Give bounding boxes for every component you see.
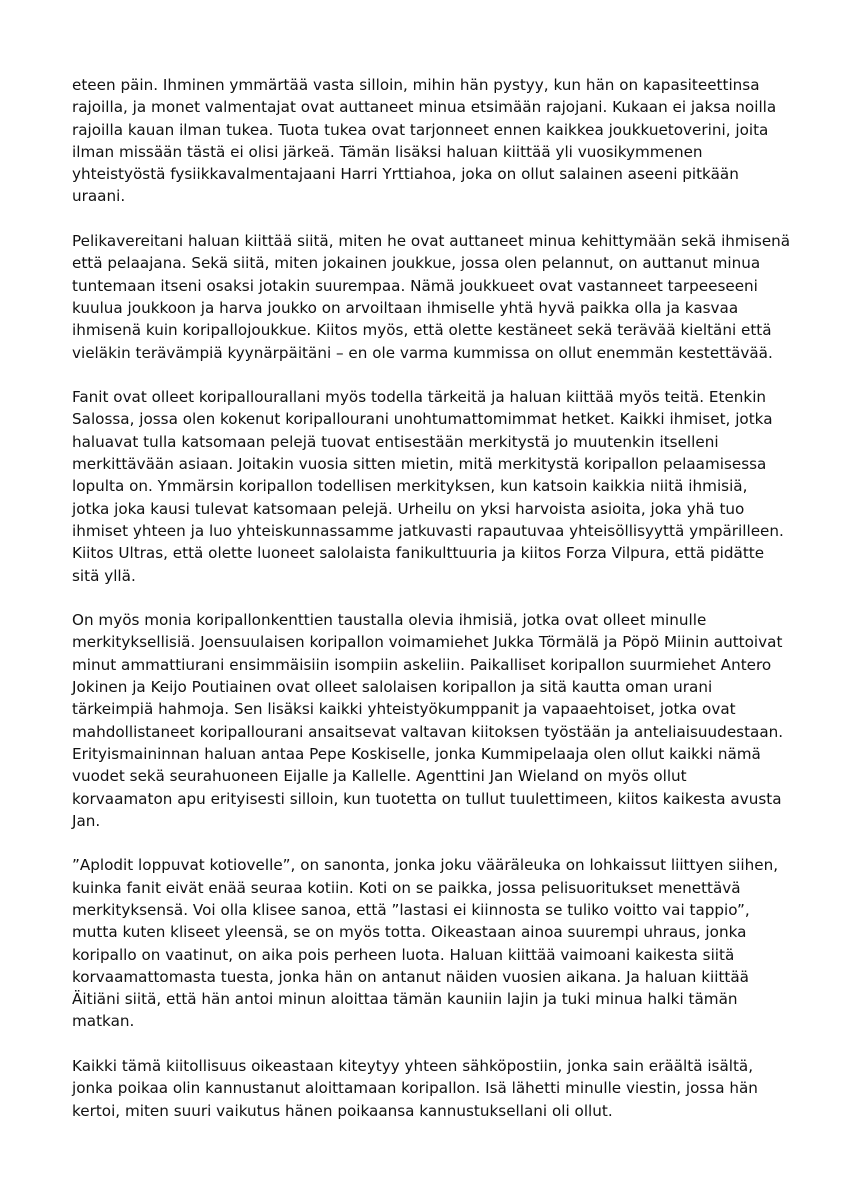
- text-line: rajoilla, ja monet valmentajat ovat auttaneet minua etsimään rajojani. Kukaan ei jaksa noilla: [72, 98, 777, 117]
- text-line: jotka joka kausi tulevat katsomaan pelejä. Urheilu on yksi harvoista asioita, joka yhä tuo: [72, 499, 745, 518]
- text-line: Jokinen ja Keijo Poutiainen ovat olleet salolaisen koripallon ja sitä kautta oman urani: [72, 678, 713, 697]
- text-line: Kiitos Ultras, että olette luoneet salolaista fanikulttuuria ja kiitos Forza Vilpura, että pidätte: [72, 544, 765, 563]
- text-line: koripallo on vaatinut, on aika pois perheen luota. Haluan kiittää vaimoani kaikesta siitä: [72, 945, 735, 964]
- text-line: Jan.: [72, 811, 101, 830]
- paragraph-1: [72, 74, 800, 208]
- paragraph-3: [72, 386, 800, 587]
- text-line: minut ammattiurani ensimmäisiin isompiin askeliin. Paikalliset koripallon suurmiehet Antero: [72, 655, 772, 674]
- text-line: sitä yllä.: [72, 566, 136, 585]
- paragraph-2: [72, 230, 800, 364]
- text-line: korvaamattomasta tuesta, jonka hän on antanut näiden vuosien aikana. Ja haluan kiittää: [72, 967, 749, 986]
- text-line: Kaikki tämä kiitollisuus oikeastaan kiteytyy yhteen sähköpostiin, jonka sain eräältä isältä,: [72, 1057, 754, 1076]
- text-line: tärkeimpiä hahmoja. Sen lisäksi kaikki yhteistyökumppanit ja vapaaehtoiset, jotka ovat: [72, 700, 736, 719]
- text-line: kuinka fanit eivät enää seuraa kotiin. Koti on se paikka, jossa pelisuoritukset menettävä: [72, 878, 741, 897]
- text-line: vieläkin terävämpiä kyynärpäitäni – en ole varma kummissa on ollut enemmän kestettävää.: [72, 343, 773, 362]
- text-line: ihmiset yhteen ja luo yhteiskunnassamme jatkuvasti rapautuvaa yhteisöllisyyttä ympärilleen.: [72, 521, 784, 540]
- text-line: kuulua joukkoon ja harva joukko on arvoiltaan ihmiselle yhtä hyvä paikka olla ja kasvaa: [72, 298, 739, 317]
- text-line: tuntemaan itseni osaksi jotakin suurempaa. Nämä joukkueet ovat vastanneet tarpeeseeni: [72, 276, 758, 295]
- text-line: Pelikavereitani haluan kiittää siitä, miten he ovat auttaneet minua kehittymään sekä ihmisenä: [72, 232, 791, 251]
- text-line: yhteistyöstä fysiikkavalmentajaani Harri Yrttiahoa, joka on ollut salainen aseeni pitkään: [72, 165, 739, 184]
- text-line: mahdollistaneet koripallourani ansaitsevat valtavan kiitoksen työstään ja anteliaisuudestaan.: [72, 722, 784, 741]
- text-line: mutta kuten kliseet yleensä, se on myös totta. Oikeastaan ainoa suurempi uhraus, jonka: [72, 923, 747, 942]
- text-line: vuodet sekä seurahuoneen Eijalle ja Kallelle. Agenttini Jan Wieland on myös ollut: [72, 767, 687, 786]
- text-line: eteen päin. Ihminen ymmärtää vasta silloin, mihin hän pystyy, kun hän on kapasiteettinsa: [72, 76, 760, 94]
- text-line: Äitiäni siitä, että hän antoi minun aloittaa tämän kauniin lajin ja tuki minua halki tämän: [72, 990, 738, 1009]
- text-line: matkan.: [72, 1012, 135, 1031]
- paragraph-4: [72, 609, 800, 832]
- text-line: uraani.: [72, 187, 126, 206]
- text-line: merkityksellisiä. Joensuulaisen koripallon voimamiehet Jukka Törmälä ja Pöpö Miinin auttoivat: [72, 633, 783, 652]
- text-line: Salossa, jossa olen kokenut koripallourani unohtumattomimmat hetket. Kaikki ihmiset, jotka: [72, 410, 773, 429]
- text-line: jonka poikaa olin kannustanut aloittamaan koripallon. Isä lähetti minulle viestin, jossa hän: [72, 1079, 758, 1098]
- text-line: On myös monia koripallonkenttien taustalla olevia ihmisiä, jotka ovat olleet minulle: [72, 611, 707, 630]
- text-line: että pelaajana. Sekä siitä, miten jokainen joukkue, jossa olen pelannut, on auttanut minua: [72, 254, 761, 273]
- text-line: rajoilla kauan ilman tukea. Tuota tukea ovat tarjonneet ennen kaikkea joukkuetoverini, joita: [72, 120, 769, 139]
- text-line: lopulta on. Ymmärsin koripallon todellisen merkityksen, kun katsoin kaikkia niitä ihmisiä,: [72, 477, 748, 496]
- paragraph-5: [72, 854, 800, 1032]
- text-line: haluavat tulla katsomaan pelejä tuovat entisestään merkitystä jo muutenkin itselleni: [72, 432, 719, 451]
- text-line: ”Aplodit loppuvat kotiovelle”, on sanonta, jonka joku vääräleuka on lohkaissut liittyen siihen,: [72, 856, 779, 875]
- text-line: Fanit ovat olleet koripallourallani myös todella tärkeitä ja haluan kiittää myös teitä. Etenkin: [72, 388, 767, 407]
- text-line: merkittävään asiaan. Joitakin vuosia sitten mietin, mitä merkitystä koripallon pelaamisessa: [72, 455, 767, 474]
- document-page: [72, 74, 800, 1144]
- text-line: korvaamaton apu erityisesti silloin, kun tuotetta on tullut tuulettimeen, kiitos kaikesta avusta: [72, 789, 782, 808]
- text-line: ilman missään tästä ei olisi järkeä. Tämän lisäksi haluan kiittää yli vuosikymmenen: [72, 142, 703, 161]
- text-line: kertoi, miten suuri vaikutus hänen poikaansa kannustuksellani oli ollut.: [72, 1101, 613, 1120]
- text-line: Erityismaininnan haluan antaa Pepe Koskiselle, jonka Kummipelaaja olen ollut kaikki nämä: [72, 744, 761, 763]
- text-line: merkityksensä. Voi olla klisee sanoa, että ”lastasi ei kiinnosta se tuliko voitto vai tappio”,: [72, 900, 750, 919]
- paragraph-6: [72, 1055, 800, 1122]
- text-line: ihmisenä kuin koripallojoukkue. Kiitos myös, että olette kestäneet sekä terävää kieltäni että: [72, 321, 772, 340]
